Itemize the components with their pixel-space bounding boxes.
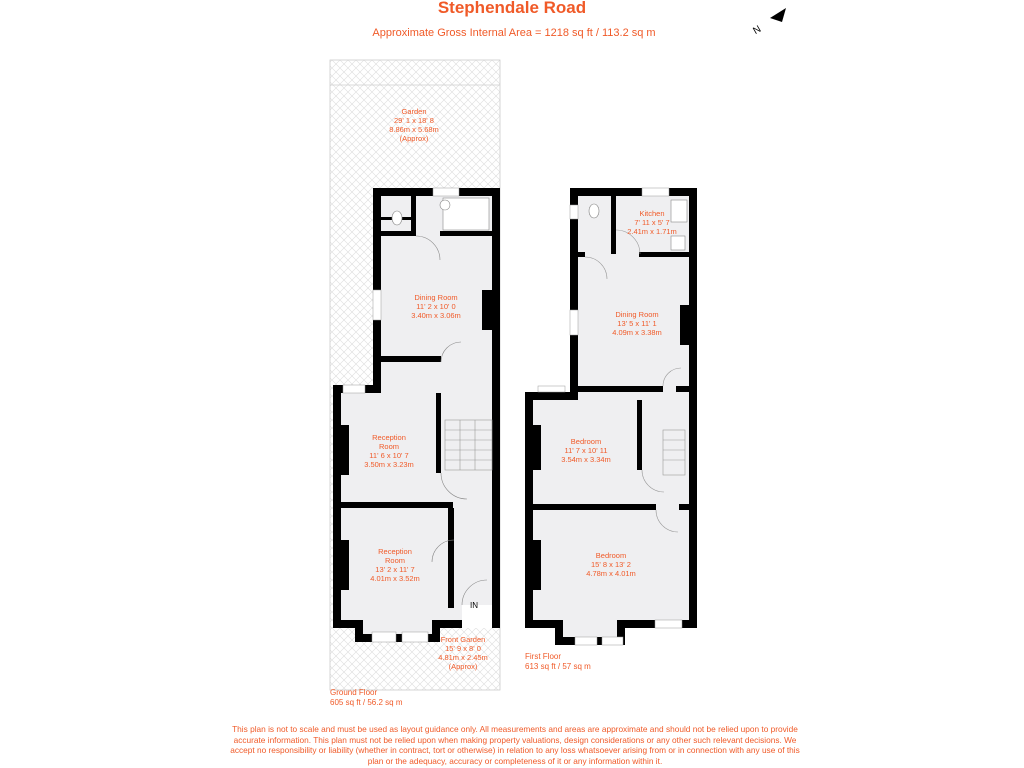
room-label: 4.09m x 3.38m bbox=[612, 328, 662, 337]
room-label: 8.86m x 5.68m bbox=[389, 125, 439, 134]
room-label: Front Garden bbox=[440, 635, 486, 644]
ground-floor-label: Ground Floor bbox=[330, 688, 378, 697]
entrance-label: IN bbox=[470, 601, 478, 610]
room-label: Room bbox=[384, 556, 406, 565]
room-label: 13' 2 x 11' 7 bbox=[375, 565, 415, 574]
room-label: 3.40m x 3.06m bbox=[411, 311, 461, 320]
room-label: Bedroom bbox=[595, 551, 627, 560]
room-label: Room bbox=[378, 442, 400, 451]
room-label: Garden bbox=[401, 107, 427, 116]
room-label: Dining Room bbox=[414, 293, 458, 302]
room-label: Reception bbox=[372, 433, 406, 442]
first-floor-area: 613 sq ft / 57 sq m bbox=[525, 662, 591, 671]
room-label: (Approx) bbox=[448, 662, 478, 671]
first-floor-label: First Floor bbox=[525, 652, 561, 661]
room-label: 11' 7 x 10' 11 bbox=[564, 446, 608, 455]
room-label: 3.50m x 3.23m bbox=[364, 460, 414, 469]
room-label: 4.78m x 4.01m bbox=[586, 569, 636, 578]
ground-floor-area: 605 sq ft / 56.2 sq m bbox=[330, 698, 403, 707]
room-label: N bbox=[751, 23, 764, 38]
compass-north-icon bbox=[751, 8, 786, 37]
gross-area: Approximate Gross Internal Area = 1218 sq ft / 113.2 sq m bbox=[372, 27, 656, 39]
room-label: (Approx) bbox=[399, 134, 429, 143]
page-title: Stephendale Road bbox=[437, 0, 587, 17]
room-label: 4.01m x 3.52m bbox=[370, 574, 420, 583]
room-label: 13' 5 x 11' 1 bbox=[617, 319, 657, 328]
room-label: Kitchen bbox=[639, 209, 665, 218]
room-label: 15' 8 x 13' 2 bbox=[591, 560, 631, 569]
room-label: 4.81m x 2.45m bbox=[438, 653, 488, 662]
room-label: 7' 11 x 5' 7 bbox=[634, 218, 670, 227]
room-label: Bedroom bbox=[570, 437, 602, 446]
room-label: 29' 1 x 18' 8 bbox=[394, 116, 434, 125]
first-floor-plan bbox=[525, 188, 697, 671]
disclaimer: This plan is not to scale and must be used as layout guidance only. All measurements and areas are approximate and should not be relied upon to provide accurate information. This plan must not be relied upon when making property valuations, design considerations or any other such relevant decisions. We accept no responsibility or liability (whether in contract, tort or otherwise) in relation to any loss whatsoever arising from or in connection with any use of this plan or the adequacy, accuracy or completeness of it or any information within it. bbox=[230, 724, 800, 766]
ground-floor-plan bbox=[330, 60, 500, 707]
room-label: 11' 6 x 10' 7 bbox=[369, 451, 409, 460]
room-label: Reception bbox=[378, 547, 412, 556]
room-label: 2.41m x 1.71m bbox=[627, 227, 677, 236]
room-label: 15' 9 x 8' 0 bbox=[445, 644, 481, 653]
room-label: 11' 2 x 10' 0 bbox=[416, 302, 456, 311]
room-label: Dining Room bbox=[615, 310, 659, 319]
room-label: 3.54m x 3.34m bbox=[561, 455, 611, 464]
